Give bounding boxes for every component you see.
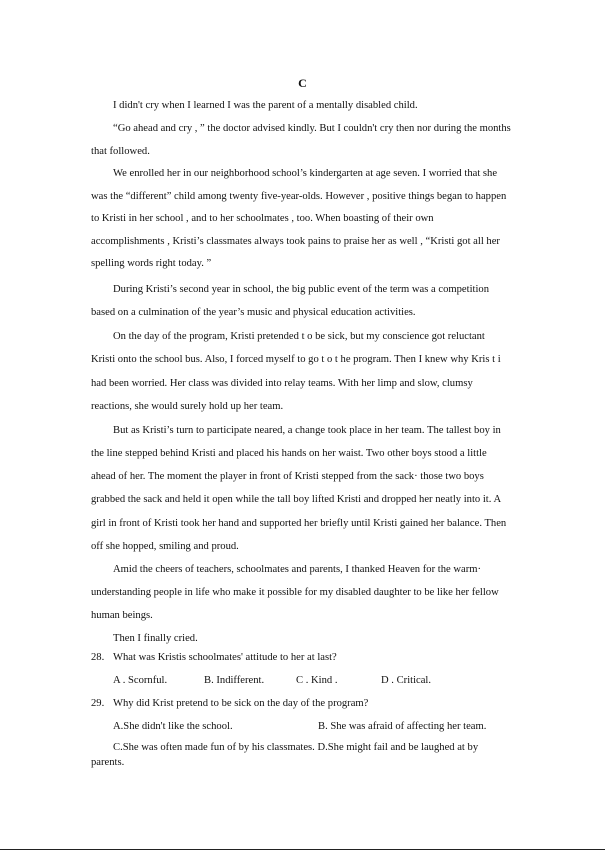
passage-line: On the day of the program, Kristi pretended t o be sick, but my conscience got reluctant (113, 331, 485, 342)
question-number: 28. (91, 652, 105, 663)
passage-line: was the “different” child among twenty five-year-olds. However , positive things began to happen (91, 191, 507, 202)
option-a: A.She didn't like the school. (113, 721, 233, 732)
passage-line: human beings. (91, 610, 153, 621)
question-text: What was Kristis schoolmates' attitude to her at last? (113, 652, 337, 663)
passage-line: reactions, she would surely hold up her team. (91, 401, 284, 412)
page-bottom-rule (0, 849, 605, 850)
passage-line: grabbed the sack and held it open while the tall boy lifted Kristi and dropped her neatly into it. A (91, 494, 502, 505)
passage-line: based on a culmination of the year’s music and physical education activities. (91, 307, 416, 318)
option-d-continued: parents. (91, 757, 125, 768)
passage-line: Amid the cheers of teachers, schoolmates and parents, I thanked Heaven for the warm· (113, 564, 481, 575)
option-a: A . Scornful. (113, 675, 168, 686)
passage-line: “Go ahead and cry , ” the doctor advised kindly. But I couldn't cry then nor during the months (113, 123, 511, 134)
option-d: D . Critical. (381, 675, 432, 686)
passage-line: But as Kristi’s turn to participate neared, a change took place in her team. The tallest boy in (113, 425, 501, 436)
option-b: B. Indifferent. (204, 675, 265, 686)
options-c-d: C.She was often made fun of by his classmates. D.She might fail and be laughed at by (113, 742, 479, 753)
passage-line: the line stepped behind Kristi and placed his hands on her waist. Two other boys stood a little (91, 448, 487, 459)
option-b: B. She was afraid of affecting her team. (318, 721, 487, 732)
passage-line: girl in front of Kristi took her hand and supported her briefly until Kristi gained her balance. Then (91, 518, 507, 529)
passage-line: spelling words right today. ” (91, 258, 212, 269)
passage-line: I didn't cry when I learned I was the parent of a mentally disabled child. (113, 100, 418, 111)
passage-line: Then I finally cried. (113, 633, 198, 644)
passage-line: off she hopped, smiling and proud. (91, 541, 239, 552)
question-number: 29. (91, 698, 105, 709)
passage-line: We enrolled her in our neighborhood school’s kindergarten at age seven. I worried that she (113, 168, 498, 179)
question-text: Why did Krist pretend to be sick on the day of the program? (113, 698, 369, 709)
passage-line: Kristi onto the school bus. Also, I forced myself to go t o t he program. Then I knew why Kris t i (91, 354, 501, 365)
section-heading: C (298, 76, 307, 90)
passage-line: accomplishments , Kristi’s classmates always took pains to praise her as well , “Kristi got all her (91, 236, 500, 247)
passage-line: had been worried. Her class was divided into relay teams. With her limp and slow, clumsy (91, 378, 473, 389)
passage-line: During Kristi’s second year in school, the big public event of the term was a competition (113, 284, 489, 295)
option-c: C . Kind . (296, 675, 338, 686)
passage-line: to Kristi in her school , and to her schoolmates , too. When boasting of their own (91, 213, 434, 224)
passage-line: that followed. (91, 146, 150, 157)
passage-line: ahead of her. The moment the player in front of Kristi stepped from the sack· those two boys (91, 471, 484, 482)
passage-line: understanding people in life who make it possible for my disabled daughter to be like her fellow (91, 587, 499, 598)
